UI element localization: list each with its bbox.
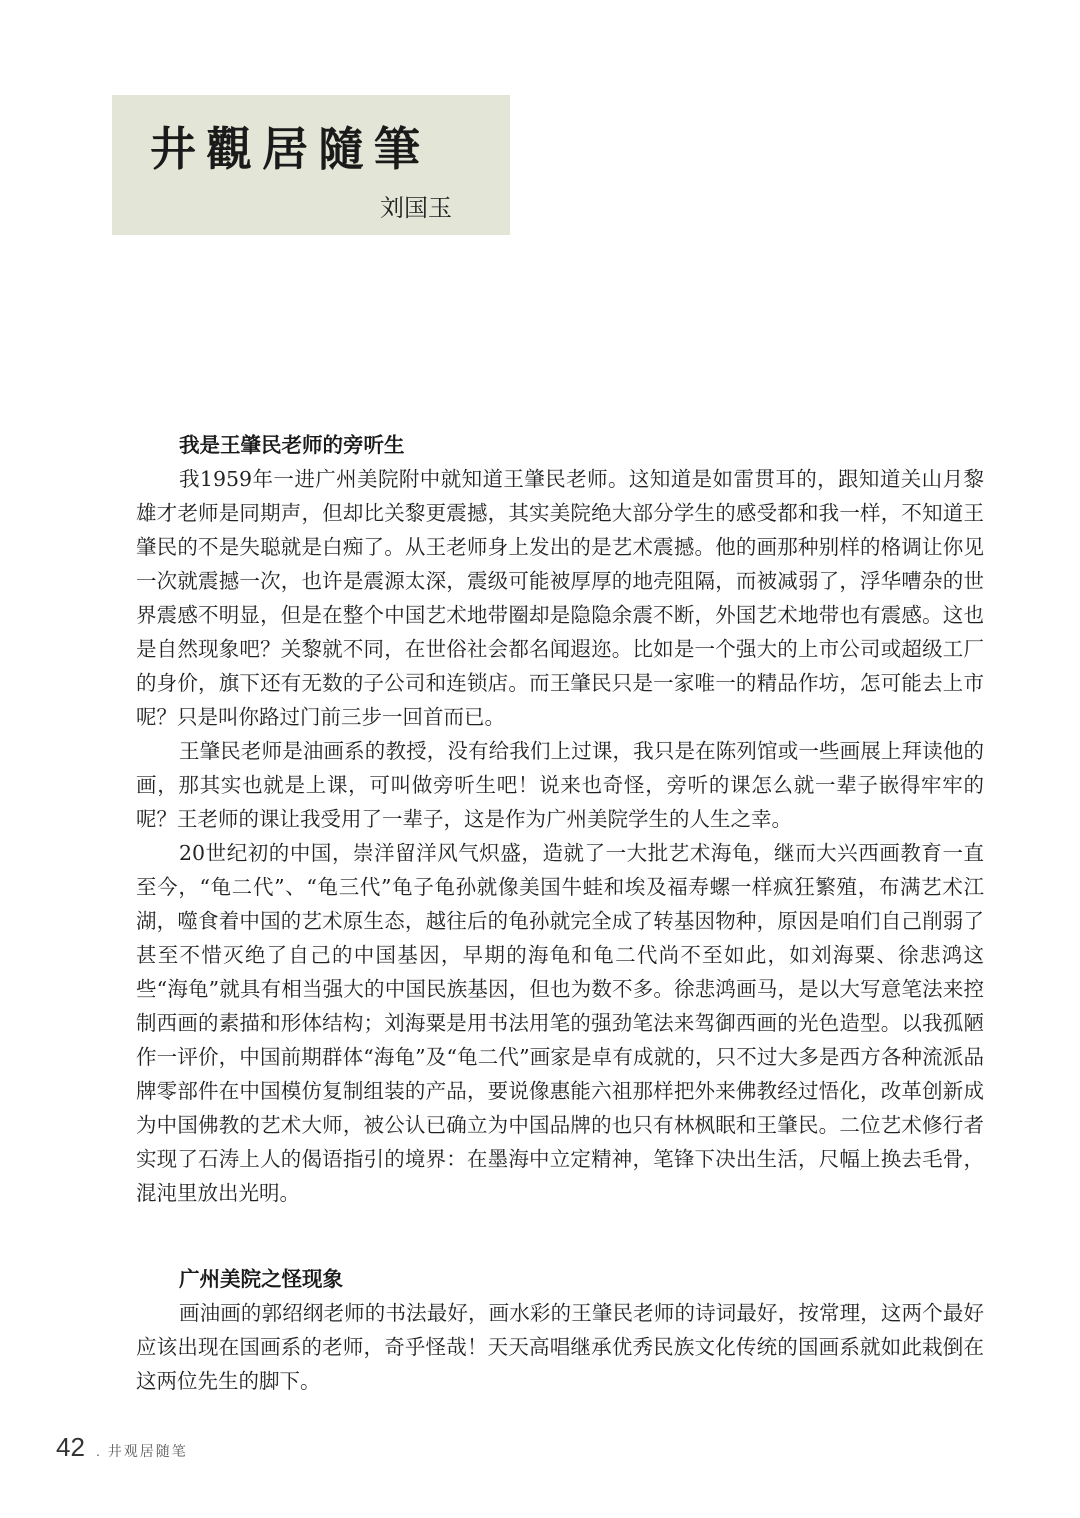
- title-banner: [112, 95, 510, 235]
- paragraph: 我1959年一进广州美院附中就知道王肇民老师。这知道是如雷贯耳的，跟知道关山月黎雄才老师是同期声，但却比关黎更震撼，其实美院绝大部分学生的感受都和我一样，不知道王肇民的不是失聪就是白痴了。从王老师身上发出的是艺术震撼。他的画那种别样的格调让你见一次就震撼一次，也许是震源太深，震级可能被厚厚的地壳阻隔，而被减弱了，浮华嘈杂的世界震感不明显，但是在整个中国艺术地带圈却是隐隐余震不断，外国艺术地带也有震感。这也是自然现象吧？关黎就不同，在世俗社会都名闻遐迩。比如是一个强大的上市公司或超级工厂的身价，旗下还有无数的子公司和连锁店。而王肇民只是一家唯一的精品作坊，怎可能去上市呢？只是叫你路过门前三步一回首而已。: [136, 467, 984, 729]
- paragraph: 王肇民老师是油画系的教授，没有给我们上过课，我只是在陈列馆或一些画展上拜读他的画，那其实也就是上课，可叫做旁听生吧！说来也奇怪，旁听的课怎么就一辈子嵌得牢牢的呢？王老师的课让我受用了一辈子，这是作为广州美院学生的人生之幸。: [136, 739, 984, 831]
- column-title: 井觀居隨筆: [150, 122, 430, 176]
- page-footer: [56, 1432, 188, 1463]
- page-number: 42: [56, 1432, 85, 1462]
- article-section: [136, 1262, 984, 1398]
- paragraph: 画油画的郭绍纲老师的书法最好，画水彩的王肇民老师的诗词最好，按常理，这两个最好应该出现在国画系的老师，奇乎怪哉！天天高唱继承优秀民族文化传统的国画系就如此栽倒在这两位先生的脚下。: [136, 1301, 984, 1393]
- section-heading: 我是王肇民老师的旁听生: [179, 433, 405, 457]
- section-heading: 广州美院之怪现象: [179, 1267, 343, 1291]
- paragraph: 20世纪初的中国，崇洋留洋风气炽盛，造就了一大批艺术海龟，继而大兴西画教育一直至今，“龟二代”、“龟三代”龟子龟孙就像美国牛蛙和埃及福寿螺一样疯狂繁殖，布满艺术江湖，噬食着中国的艺术原生态，越往后的龟孙就完全成了转基因物种，原因是咱们自己削弱了甚至不惜灭绝了自己的中国基因，早期的海龟和龟二代尚不至如此，如刘海粟、徐悲鸿这些“海龟”就具有相当强大的中国民族基因，但也为数不多。徐悲鸿画马，是以大写意笔法来控制西画的素描和形体结构；刘海粟是用书法用笔的强劲笔法来驾御西画的光色造型。以我孤陋作一评价，中国前期群体“海龟”及“龟二代”画家是卓有成就的，只不过大多是西方各种流派品牌零部件在中国模仿复制组装的产品，要说像惠能六祖那样把外来佛教经过悟化，改革创新成为中国佛教的艺术大师，被公认已确立为中国品牌的也只有林枫眠和王肇民。二位艺术修行者实现了石涛上人的偈语指引的境界：在墨海中立定精神，笔锋下决出生活，尺幅上换去毛骨，混沌里放出光明。: [136, 841, 984, 1205]
- author-name: 刘国玉: [380, 194, 452, 222]
- article-section: [136, 428, 984, 1210]
- running-title: . 井观居随笔: [96, 1443, 188, 1459]
